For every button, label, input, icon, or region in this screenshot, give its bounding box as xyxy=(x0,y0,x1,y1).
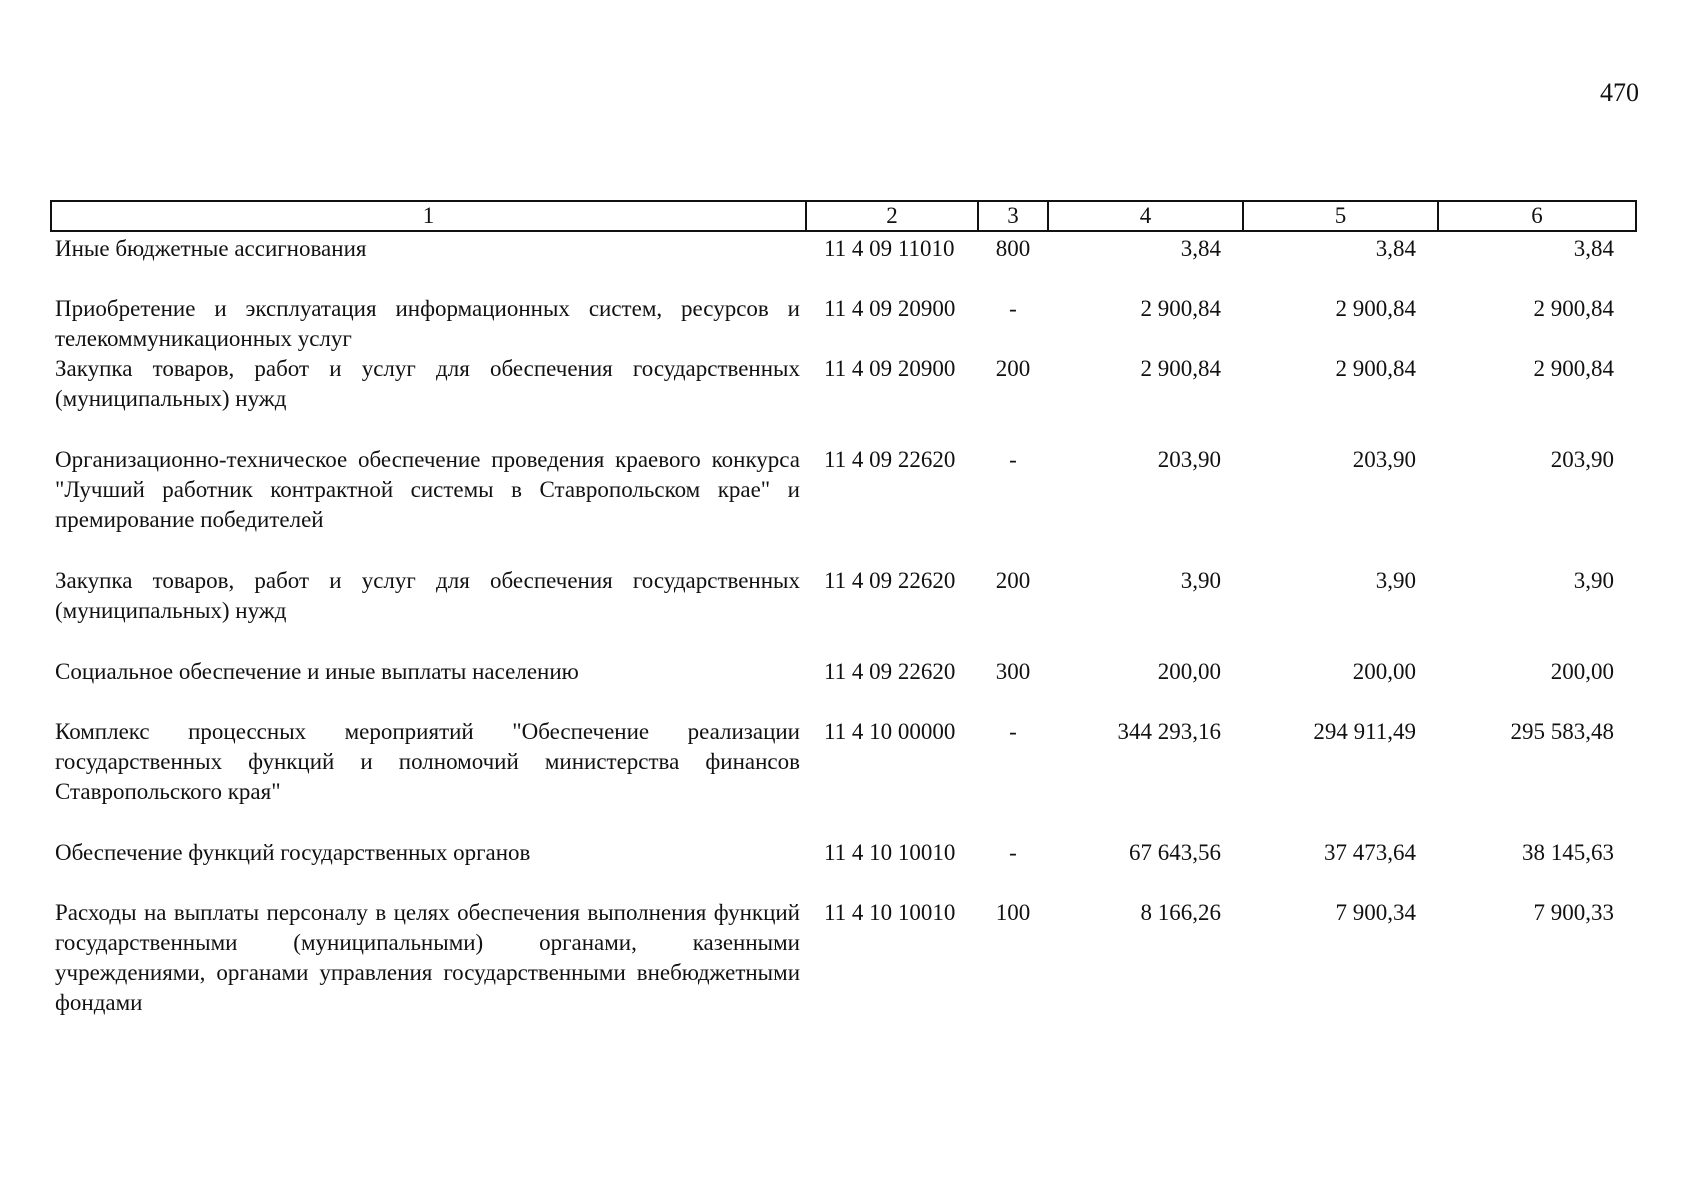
header-col-1: 1 xyxy=(51,201,806,231)
row-value-col5: 200,00 xyxy=(1352,659,1416,684)
row-code: 11 4 10 10010 xyxy=(824,840,956,865)
table-row xyxy=(51,657,1636,717)
header-col-2: 2 xyxy=(806,201,978,231)
row-code: 11 4 10 10010 xyxy=(824,900,956,925)
row-value-col5: 3,84 xyxy=(1375,236,1416,261)
table-body xyxy=(51,231,1636,1018)
row-name: Закупка товаров, работ и услуг для обеспечения государственных (муниципальных) нужд xyxy=(55,568,800,623)
row-value-col5: 37 473,64 xyxy=(1324,840,1416,865)
row-code: 11 4 09 22620 xyxy=(824,659,956,684)
header-col-3: 3 xyxy=(978,201,1048,231)
row-type: - xyxy=(1009,719,1017,744)
header-row xyxy=(51,201,1636,231)
table-header xyxy=(51,201,1636,231)
row-value-col6: 7 900,33 xyxy=(1533,900,1614,925)
row-value-col6: 203,90 xyxy=(1550,447,1614,472)
row-type: 200 xyxy=(995,356,1031,381)
row-name: Обеспечение функций государственных органов xyxy=(55,840,531,865)
row-value-col6: 2 900,84 xyxy=(1533,356,1614,381)
header-col-6: 6 xyxy=(1438,201,1636,231)
row-value-col4: 8 166,26 xyxy=(1140,900,1221,925)
row-name: Приобретение и эксплуатация информационных систем, ресурсов и телекоммуникационных услуг xyxy=(55,296,800,351)
row-type: - xyxy=(1009,840,1017,865)
row-value-col6: 2 900,84 xyxy=(1533,296,1614,321)
row-name: Комплекс процессных мероприятий "Обеспечение реализации государственных функций и полномочий министерства финансов Ставропольского края" xyxy=(55,719,800,804)
table-row xyxy=(51,231,1636,294)
row-value-col4: 3,90 xyxy=(1180,568,1221,593)
row-type: 300 xyxy=(995,659,1031,684)
row-name: Расходы на выплаты персоналу в целях обеспечения выполнения функций государственными (муниципальными) органами, казенными учреждениями, органами управления государственными внебюджетными фондами xyxy=(55,900,800,1015)
row-value-col4: 2 900,84 xyxy=(1140,356,1221,381)
row-code: 11 4 09 20900 xyxy=(824,356,956,381)
row-value-col6: 295 583,48 xyxy=(1510,719,1614,744)
table-row xyxy=(51,445,1636,566)
row-value-col5: 2 900,84 xyxy=(1335,356,1416,381)
row-value-col4: 2 900,84 xyxy=(1140,296,1221,321)
header-col-4: 4 xyxy=(1048,201,1243,231)
row-value-col6: 38 145,63 xyxy=(1522,840,1614,865)
row-type: - xyxy=(1009,296,1017,321)
table-row xyxy=(51,354,1636,445)
row-value-col4: 67 643,56 xyxy=(1129,840,1221,865)
row-name: Организационно-техническое обеспечение проведения краевого конкурса "Лучший работник контрактной системы в Ставропольском крае" и премирование победителей xyxy=(55,447,800,532)
row-type: 800 xyxy=(995,236,1031,261)
table-row xyxy=(51,717,1636,838)
row-code: 11 4 10 00000 xyxy=(824,719,956,744)
table-row xyxy=(51,294,1636,354)
row-type: 100 xyxy=(995,900,1031,925)
row-code: 11 4 09 22620 xyxy=(824,568,956,593)
table-row xyxy=(51,898,1636,1018)
row-value-col4: 3,84 xyxy=(1180,236,1221,261)
table-row xyxy=(51,566,1636,657)
page-number: 470 xyxy=(1600,78,1639,107)
row-code: 11 4 09 22620 xyxy=(824,447,956,472)
row-value-col4: 203,90 xyxy=(1157,447,1221,472)
row-value-col5: 294 911,49 xyxy=(1313,719,1416,744)
row-name: Социальное обеспечение и иные выплаты населению xyxy=(55,659,579,684)
row-value-col5: 7 900,34 xyxy=(1335,900,1416,925)
row-code: 11 4 09 11010 xyxy=(824,236,955,261)
row-value-col4: 200,00 xyxy=(1157,659,1221,684)
row-value-col6: 200,00 xyxy=(1550,659,1614,684)
row-name: Иные бюджетные ассигнования xyxy=(55,236,367,261)
row-value-col6: 3,90 xyxy=(1573,568,1614,593)
row-value-col5: 203,90 xyxy=(1352,447,1416,472)
row-value-col5: 2 900,84 xyxy=(1335,296,1416,321)
row-value-col6: 3,84 xyxy=(1573,236,1614,261)
row-type: - xyxy=(1009,447,1017,472)
row-type: 200 xyxy=(995,568,1031,593)
row-code: 11 4 09 20900 xyxy=(824,296,956,321)
header-col-5: 5 xyxy=(1243,201,1438,231)
row-value-col4: 344 293,16 xyxy=(1117,719,1221,744)
row-name: Закупка товаров, работ и услуг для обеспечения государственных (муниципальных) нужд xyxy=(55,356,800,411)
row-value-col5: 3,90 xyxy=(1375,568,1416,593)
budget-table xyxy=(50,200,1637,1018)
table-row xyxy=(51,838,1636,898)
